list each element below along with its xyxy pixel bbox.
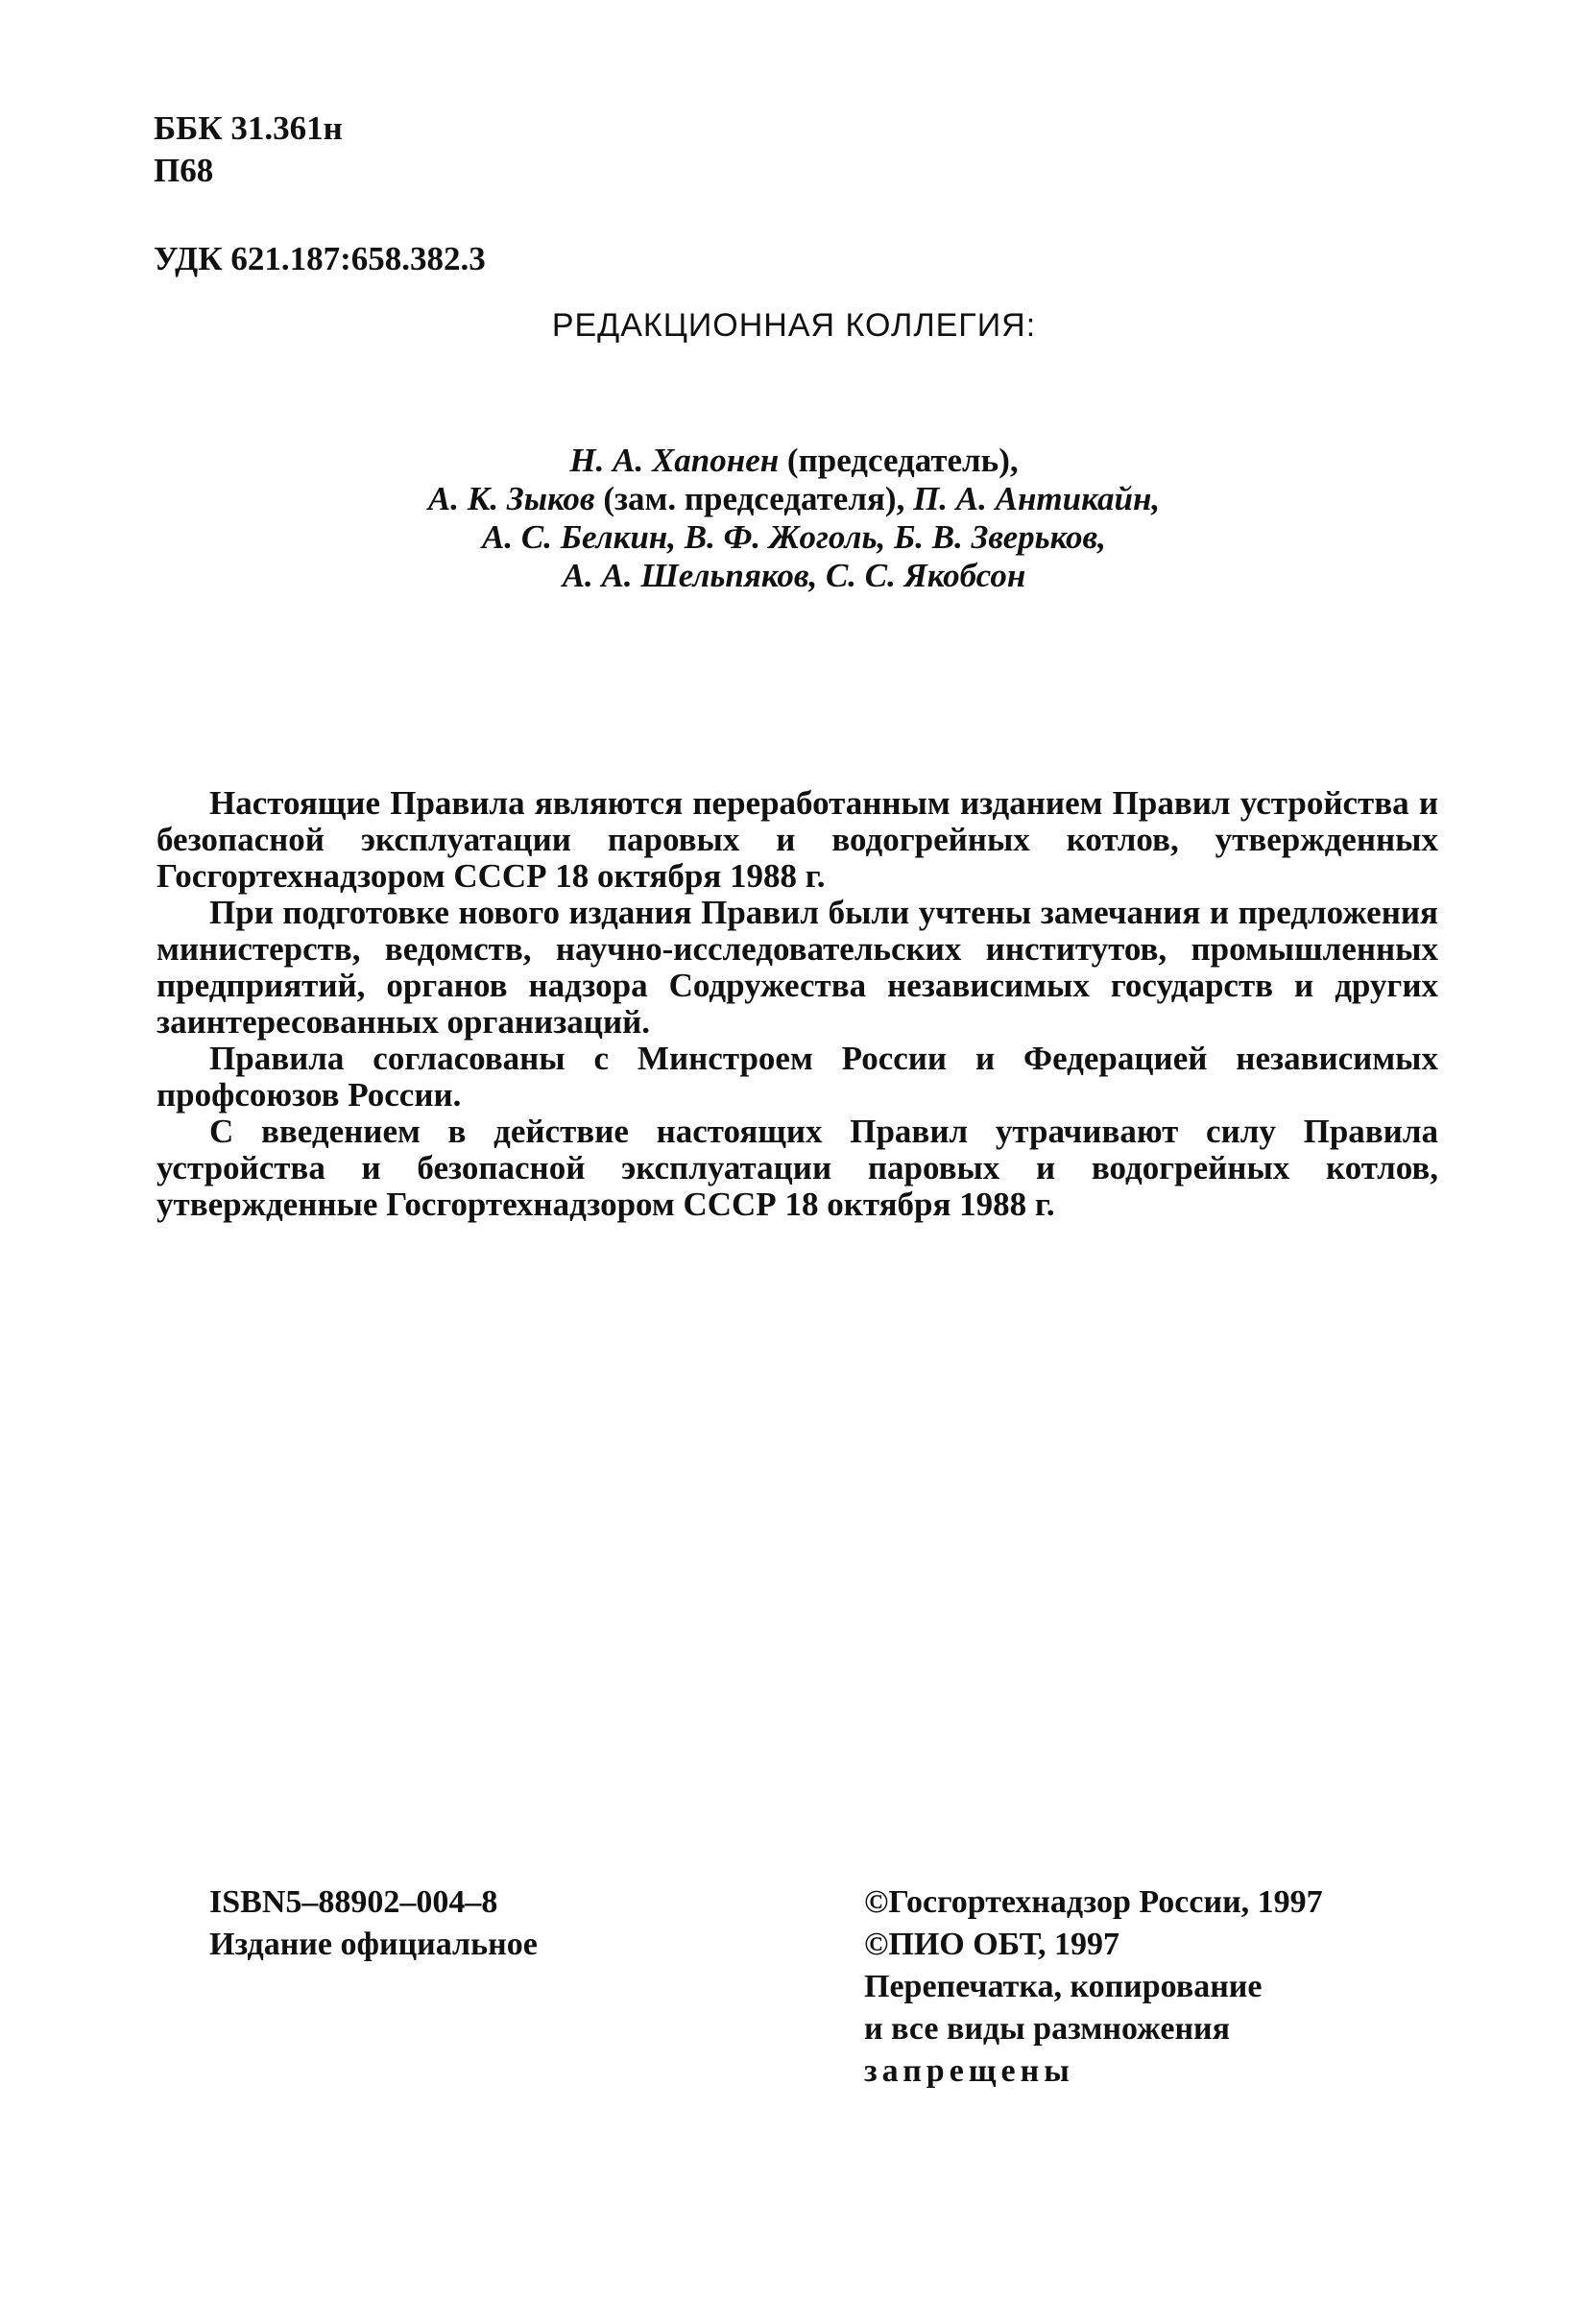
board-line-4 (0, 557, 1588, 595)
editorial-board-members (0, 442, 1588, 595)
reprint-notice-line: Перепечатка, копирование (864, 1969, 1263, 2004)
copyright-line: ©Госгортехнадзор России, 1997 (864, 1884, 1323, 1920)
copyright-block (864, 1881, 1323, 2093)
reprint-notice-line: запрещены (864, 2053, 1074, 2089)
board-chair-name: Н. А. Хапонен (569, 442, 780, 479)
notice-paragraph: Правила согласованы с Минстроем России и Федерацией независимых профсоюзов России. (156, 1040, 1438, 1114)
board-line-2 (0, 480, 1588, 518)
bbk-code: ББК 31.361н (154, 109, 343, 147)
notice-paragraph: Настоящие Правила являются переработанным изданием Правил устройства и безопасной эксплуатации паровых и водогрейных котлов, утвержденных Госгортехнадзором СССР 18 октября 1988 г. (156, 784, 1438, 895)
board-chair-role: (председатель), (779, 442, 1019, 479)
isbn-block (209, 1881, 538, 1966)
publication-notice (156, 785, 1438, 1223)
board-member-names: А. С. Белкин, В. Ф. Жоголь, Б. В. Зверьков, (482, 518, 1106, 556)
board-line-3 (0, 518, 1588, 557)
board-line-1 (0, 442, 1588, 480)
board-deputy-role: (зам. председателя), (594, 480, 914, 517)
notice-paragraph: С введением в действие настоящих Правил утрачивают силу Правила устройства и безопасной эксплуатации паровых и водогрейных котлов, утвержденные Госгортехнадзором СССР 18 октября 1988 г. (156, 1113, 1438, 1223)
board-member-names: А. А. Шельпяков, С. С. Якобсон (562, 557, 1026, 594)
udk-code: УДК 621.187:658.382.3 (154, 240, 486, 277)
classification-codes (154, 108, 486, 280)
editorial-board-title: РЕДАКЦИОННАЯ КОЛЛЕГИЯ: (551, 307, 1037, 344)
copyright-line: ©ПИО ОБТ, 1997 (864, 1927, 1119, 1962)
board-member-names: П. А. Антикайн, (913, 480, 1161, 517)
board-deputy-name: А. К. Зыков (427, 480, 595, 517)
author-mark: П68 (154, 152, 214, 189)
isbn-number: ISBN5–88902–004–8 (209, 1884, 498, 1920)
notice-paragraph: При подготовке нового издания Правил были учтены замечания и предложения министерств, ведомств, научно-исследовательских институтов, промышленных предприятий, органов надзора Содружества независимых государств и других заинтересованных организаций. (156, 894, 1438, 1041)
reprint-notice-line: и все виды размножения (864, 2011, 1231, 2047)
edition-note: Издание официальное (209, 1927, 538, 1962)
